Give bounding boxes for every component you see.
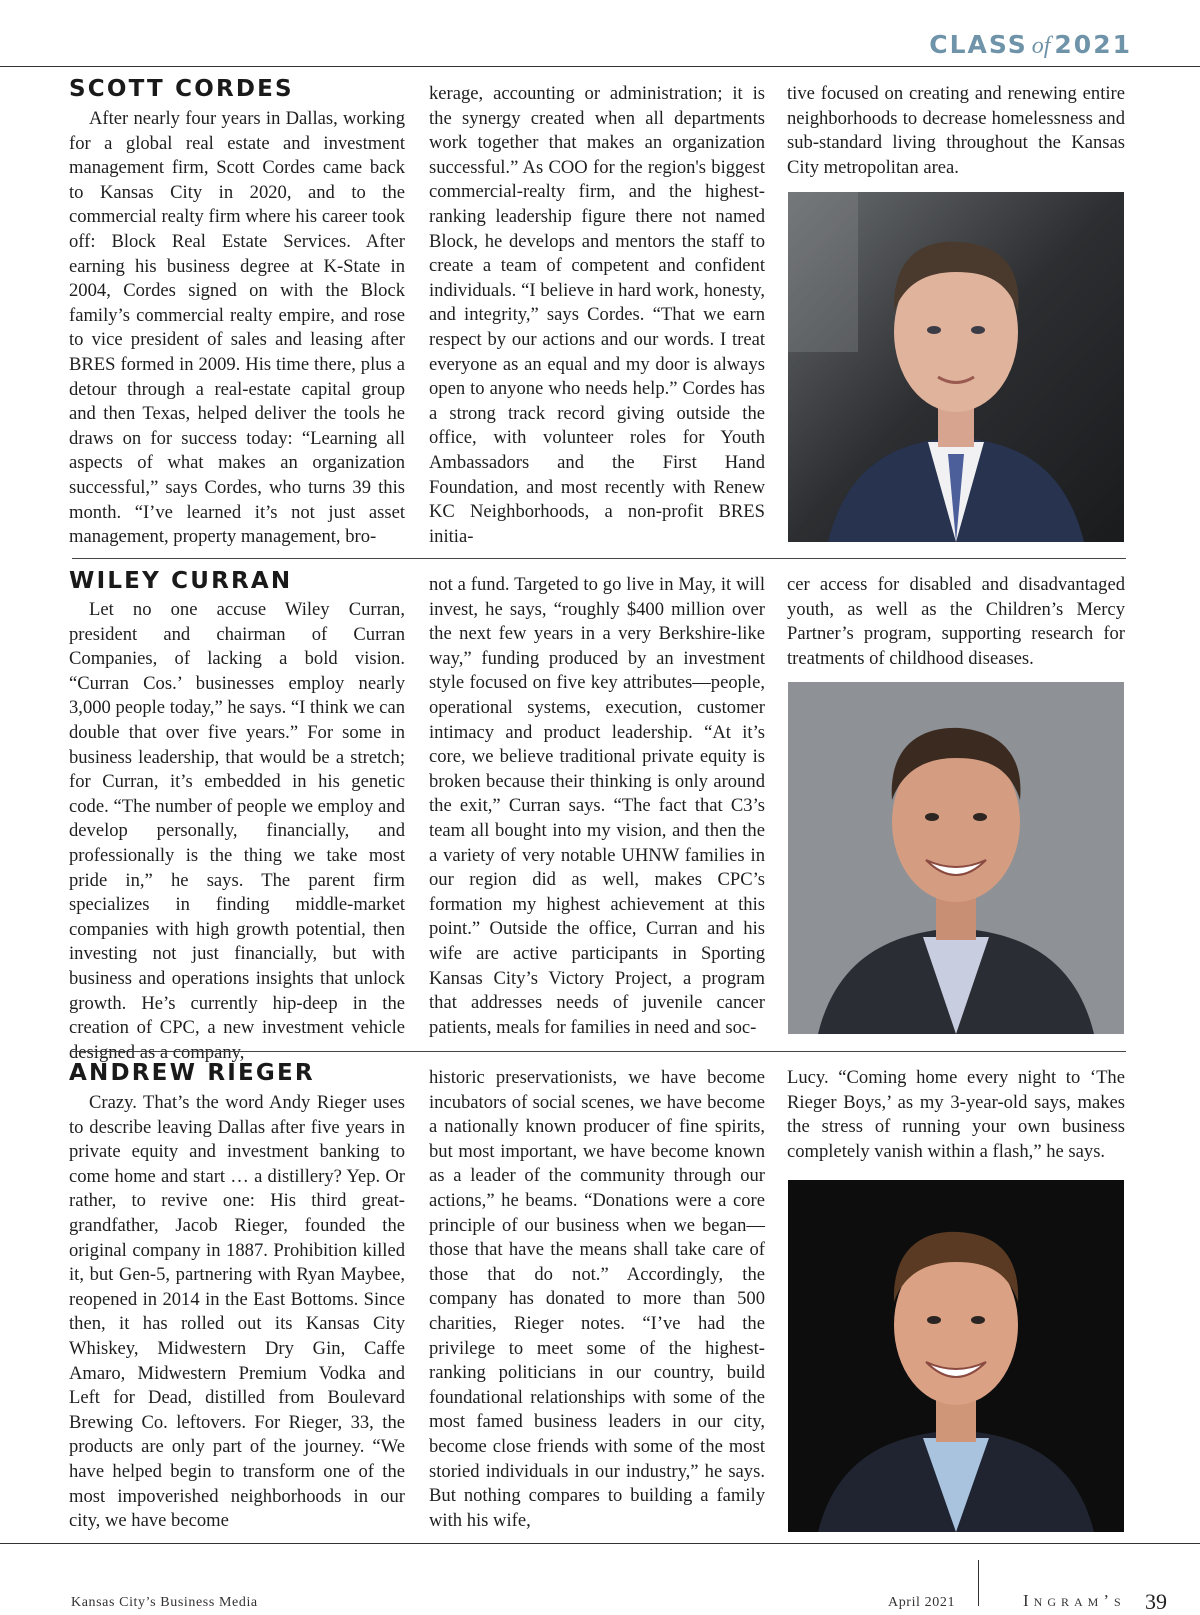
header-class-word: CLASS (929, 30, 1028, 59)
portrait-photo (788, 192, 1124, 542)
profile-name: WILEY CURRAN (69, 568, 293, 594)
profile-text-col-3: Lucy. “Coming home every night to ‘The Rieger Boys,’ as my 3-year-old says, makes the stress of running your own business completely vanish within a flash,” he says. (787, 1067, 1125, 1162)
profile-name: SCOTT CORDES (69, 76, 294, 102)
footer-divider (978, 1560, 979, 1606)
profile-scott-cordes (69, 76, 1125, 546)
top-rule (0, 66, 1200, 67)
profile-text-col-1: After nearly four years in Dallas, working for a global real estate and investment management firm, Scott Cordes came back to Kansas City in 2020, and to the commercial realty firm where his career took off: Block Real Estate Services. After earning his business degree at K-State in 2004, Cordes signed on with the Block family’s commercial realty empire, and rose to vice president of sales and leasing after BRES formed in 2009. His time there, plus a detour through a real-estate capital group and then Texas, helped deliver the tools he draws on for success today: “Learning all aspects of what makes an organization successful,” says Cordes, who turns 39 this month. “I’ve learned it’s not just asset management, property management, bro- (69, 108, 405, 548)
section-divider (72, 1051, 1126, 1052)
footer-date: April 2021 (888, 1595, 956, 1610)
portrait-photo (788, 1180, 1124, 1532)
footer-publisher: Kansas City’s Business Media (71, 1595, 258, 1610)
footer-magazine-name: Ingram’s (1023, 1591, 1126, 1610)
profile-text-col-2: not a fund. Targeted to go live in May, it will invest, he says, “roughly $400 million over the next few years in a very Berkshire-like way,” funding produced by an investment style focused on five key attributes—people, operational systems, execution, customer intimacy and product leadership. “At it’s core, we believe traditional private equity is broken because their thinking is only around the exit,” Curran says. “The fact that C3’s team all bought into my vision, and then the a variety of very notable UHNW families in our region did as well, makes CPC’s formation my highest achievement at this point.” Outside the office, Curran and his wife are active participants in Sporting Kansas City’s Victory Project, a program that addresses needs of juvenile cancer patients, meals for families in need and soc- (429, 574, 765, 1038)
profile-wiley-curran (69, 568, 1125, 1063)
profile-name: ANDREW RIEGER (69, 1060, 315, 1086)
header-year: 2021 (1054, 30, 1132, 59)
section-divider (72, 558, 1126, 559)
profile-text-col-3: tive focused on creating and renewing entire neighborhoods to decrease homelessness and sub-standard living throughout the Kansas City metropolitan area. (787, 83, 1125, 178)
page-number: 39 (1145, 1589, 1167, 1614)
profile-text-col-3: cer access for disabled and disadvantaged youth, as well as the Children’s Mercy Partner’s program, supporting research for treatments of childhood diseases. (787, 574, 1125, 669)
portrait-photo (788, 682, 1124, 1034)
profile-text-col-2: kerage, accounting or administration; it is the synergy created when all departments work together that makes an organization successful.” As COO for the region's biggest commercial-realty firm, and the highest-ranking leadership figure there not named Block, he develops and mentors the staff to create a team of competent and confident individuals. “I believe in hard work, honesty, and integrity,” says Cordes. “That we earn respect by our actions and our words. I treat everyone as an equal and my door is always open to anyone who needs help.” Cordes has a strong track record giving outside the office, with volunteer roles for Youth Ambassadors and the First Hand Foundation, and most recently with Renew KC Neighborhoods, a non-profit BRES initia- (429, 83, 765, 547)
footer-rule (0, 1543, 1200, 1544)
section-header (929, 30, 1132, 60)
header-of-word: of (1031, 33, 1051, 59)
profile-andrew-rieger (69, 1060, 1125, 1540)
profile-text-col-1: Let no one accuse Wiley Curran, president and chairman of Curran Companies, of lacking a bold vision. “Curran Cos.’ businesses employ nearly 3,000 people today,” he says. “I think we can double that over five years.” For some in business leadership, that would be a stretch; for Curran, it’s embedded in his genetic code. “The number of people we employ and develop personally, financially, and professionally is the thing we take most pride in,” he says. The parent firm specializes in finding middle-market companies with high growth potential, then investing not just financially, but with business and operations insights that unlock growth. He’s currently hip-deep in the creation of CPC, a new investment vehicle designed as a company, (69, 599, 405, 1063)
profile-text-col-1: Crazy. That’s the word Andy Rieger uses to describe leaving Dallas after five years in private equity and investment banking to come home and start … a distillery? Yep. Or rather, to revive one: His third great-grandfather, Jacob Rieger, founded the original company in 1887. Prohibition killed it, but Gen-5, partnering with Ryan Maybee, reopened in 2014 in the East Bottoms. Since then, it has rolled out its Kansas City Whiskey, Midwestern Dry Gin, Caffe Amaro, Midwestern Premium Vodka and Left for Dead, distilled from Boulevard Brewing Co. leftovers. For Rieger, 33, the products are only part of the journey. “We have helped begin to transform one of the most impoverished neighborhoods in our city, we have become (69, 1092, 405, 1532)
profile-text-col-2: historic preservationists, we have become incubators of social scenes, we have become a nationally known producer of fine spirits, but most important, we have become known as a leader of the community through our actions,” he beams. “Donations were a core principle of our business when we began—those that have the means shall take care of those that do not.” Accordingly, the company has donated to more than 500 charities, Rieger notes. “I’ve had the privilege to meet some of the highest-ranking politicians in our country, build foundational relationships with some of the most famed business leaders in our city, become close friends with some of the most storied individuals in our industry,” he says. But nothing compares to building a family with his wife, (429, 1067, 765, 1531)
